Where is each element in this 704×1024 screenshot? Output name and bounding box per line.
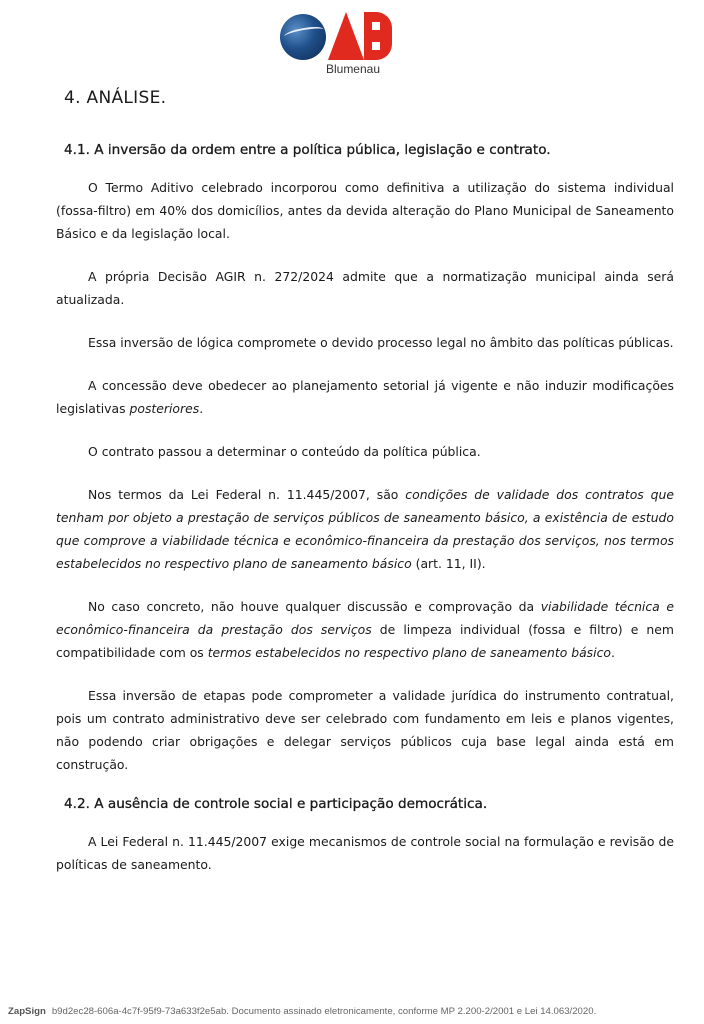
logo-letter-b bbox=[364, 12, 392, 60]
subsection-title-4-1: 4.1. A inversão da ordem entre a política pública, legislação e contrato. bbox=[64, 142, 551, 158]
paragraph: A concessão deve obedecer ao planejamento setorial já vigente e não induzir modificações legislativas posteriores. bbox=[56, 378, 674, 416]
document-body bbox=[56, 88, 674, 896]
logo-subtitle: Blumenau bbox=[325, 62, 381, 76]
paragraph: Essa inversão de lógica compromete o devido processo legal no âmbito das políticas públicas. bbox=[88, 335, 674, 350]
logo-letter-a bbox=[328, 12, 364, 60]
paragraph: No caso concreto, não houve qualquer discussão e comprovação da viabilidade técnica e econômico-financeira da prestação dos serviços de limpeza individual (fossa e filtro) e nem compatibilidade com os termos estabelecidos no respectivo plano de saneamento básico. bbox=[56, 599, 674, 660]
paragraph: O Termo Aditivo celebrado incorporou como definitiva a utilização do sistema individual (fossa-filtro) em 40% dos domicílios, antes da devida alteração do Plano Municipal de Saneamento Básico e da legislação local. bbox=[56, 180, 674, 241]
paragraph: A Lei Federal n. 11.445/2007 exige mecanismos de controle social na formulação e revisão de políticas de saneamento. bbox=[56, 834, 674, 872]
paragraph: A própria Decisão AGIR n. 272/2024 admite que a normatização municipal ainda será atualizada. bbox=[56, 269, 674, 307]
section-title: 4. ANÁLISE. bbox=[64, 88, 167, 108]
globe-icon bbox=[280, 14, 326, 60]
subsection-title-4-2: 4.2. A ausência de controle social e participação democrática. bbox=[64, 796, 488, 812]
paragraph: O contrato passou a determinar o conteúdo da política pública. bbox=[88, 444, 481, 459]
signature-footer bbox=[8, 1006, 596, 1017]
zapsign-brand: ZapSign bbox=[8, 1006, 46, 1017]
signature-text: b9d2ec28-606a-4c7f-95f9-73a633f2e5ab. Documento assinado eletronicamente, conforme MP 2.200-2/2001 e Lei 14.063/2020. bbox=[51, 1006, 597, 1017]
oab-logo bbox=[278, 8, 428, 76]
paragraph: Nos termos da Lei Federal n. 11.445/2007, são condições de validade dos contratos que tenham por objeto a prestação de serviços públicos de saneamento básico, a existência de estudo que comprove a viabilidade técnica e econômico-financeira da prestação dos serviços, nos termos estabelecidos no respectivo plano de saneamento básico (art. 11, II). bbox=[56, 487, 674, 571]
paragraph: Essa inversão de etapas pode comprometer a validade jurídica do instrumento contratual, pois um contrato administrativo deve ser celebrado com fundamento em leis e planos vigentes, não podendo criar obrigações e delegar serviços públicos cuja base legal ainda está em construção. bbox=[56, 688, 674, 772]
